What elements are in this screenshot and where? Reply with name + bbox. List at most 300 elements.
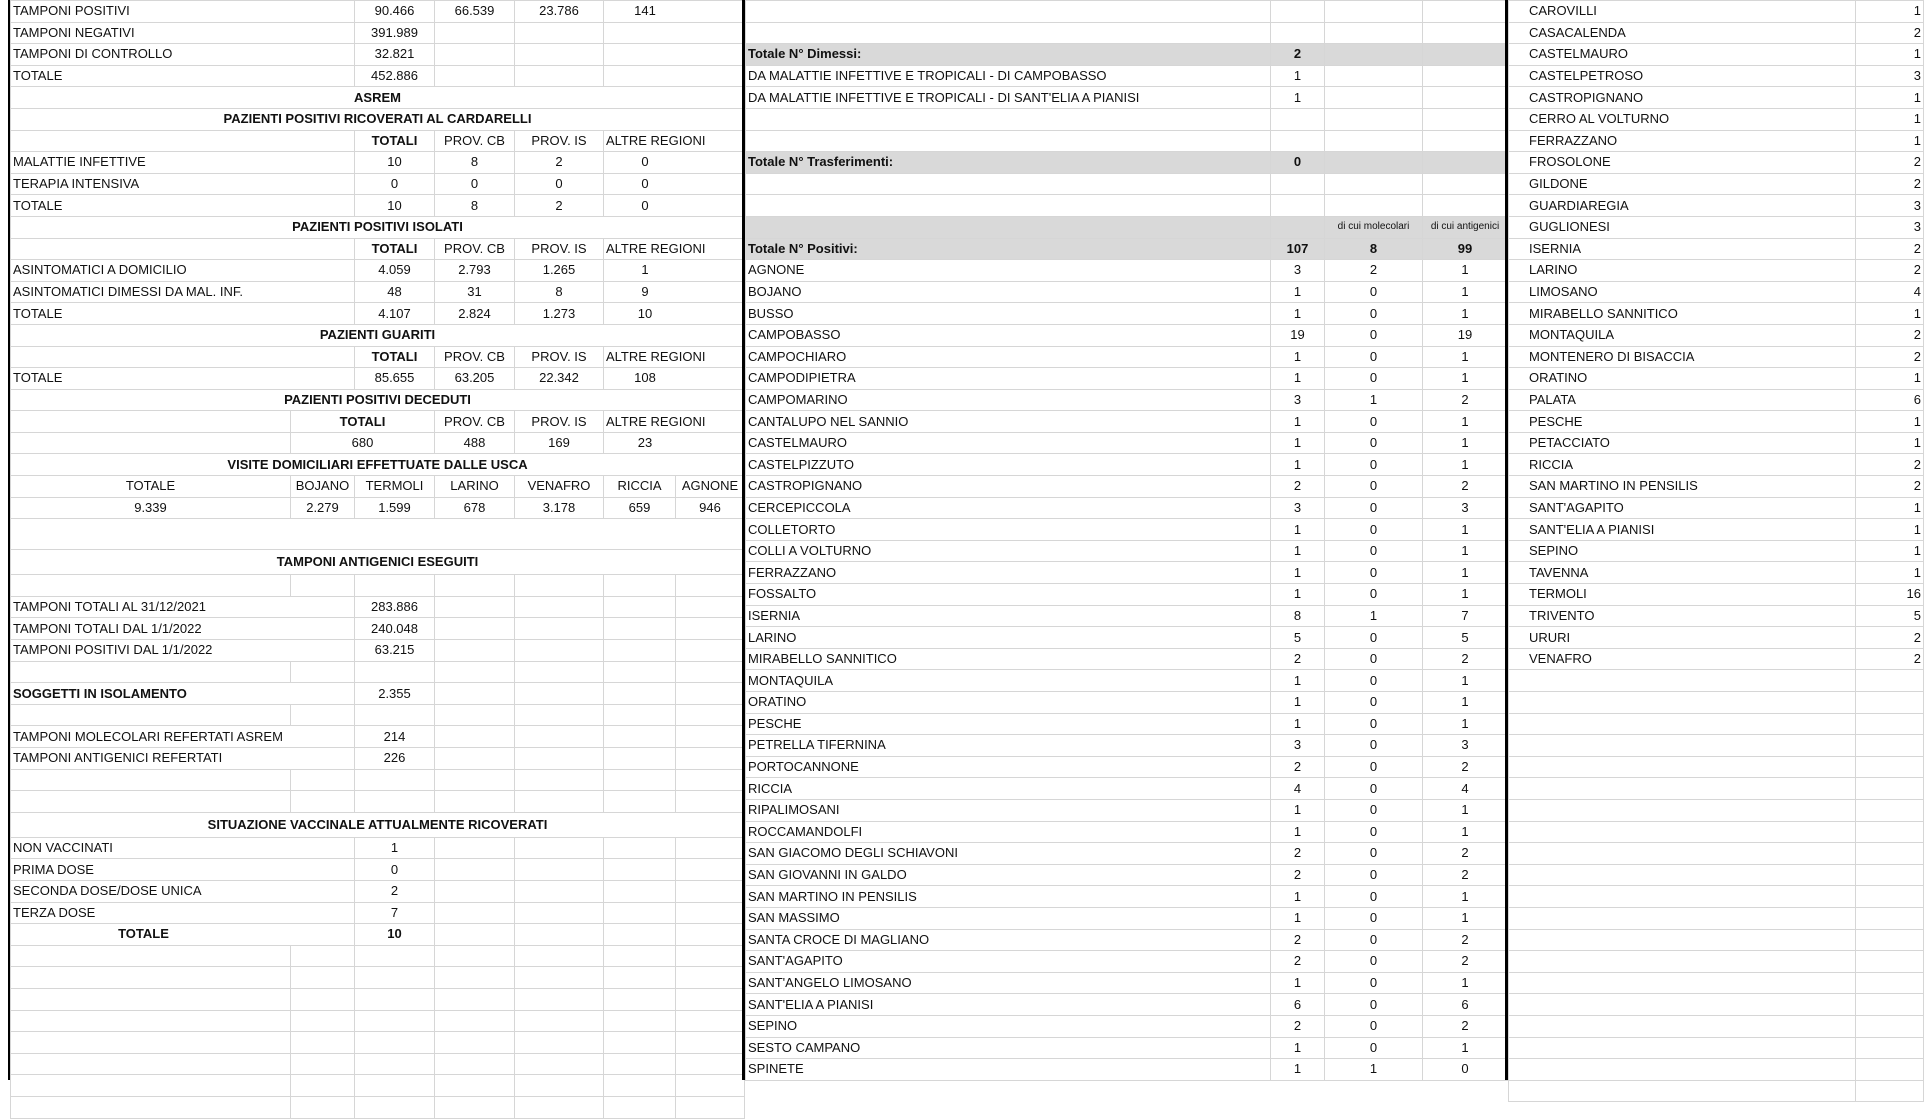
cell-value: 48 — [355, 281, 435, 303]
table-row — [1509, 627, 1924, 649]
cell-value: 488 — [435, 432, 515, 454]
comune-name: ORATINO — [746, 692, 1271, 714]
cell-value: 141 — [604, 1, 745, 23]
comune-value: 1 — [1856, 87, 1924, 109]
table-row — [11, 596, 745, 618]
empty-row — [11, 1053, 745, 1075]
table-row — [11, 837, 745, 859]
table-row — [746, 907, 1508, 929]
comune-molecolari: 0 — [1325, 886, 1423, 908]
row-label: NON VACCINATI — [11, 837, 355, 859]
header-prov-is: PROV. IS — [515, 130, 604, 152]
empty-row — [11, 1075, 745, 1097]
row-label: TOTALE — [11, 303, 355, 325]
empty-row — [1509, 735, 1924, 757]
empty-cell — [1509, 1037, 1856, 1059]
table-row — [1509, 260, 1924, 282]
empty-row — [11, 967, 745, 989]
comune-totale: 3 — [1271, 389, 1325, 411]
comune-name: MONTAQUILA — [746, 670, 1271, 692]
empty-row — [1509, 994, 1924, 1016]
comune-totale: 6 — [1271, 994, 1325, 1016]
table-row — [746, 324, 1508, 346]
empty-cell — [1509, 1080, 1856, 1102]
isolati-title: PAZIENTI POSITIVI ISOLATI — [11, 216, 745, 238]
comune-molecolari: 0 — [1325, 907, 1423, 929]
table-row — [746, 411, 1508, 433]
cell-value: 90.466 — [355, 1, 435, 23]
header-usca-termoli: TERMOLI — [355, 476, 435, 498]
comune-antigenici: 1 — [1423, 540, 1508, 562]
comune-totale: 1 — [1271, 799, 1325, 821]
table-row — [746, 519, 1508, 541]
comune-molecolari: 0 — [1325, 540, 1423, 562]
comune-value: 2 — [1856, 648, 1924, 670]
empty-row — [746, 22, 1508, 44]
empty-cell — [1509, 821, 1856, 843]
cell-value: 0 — [435, 173, 515, 195]
comune-value: 2 — [1856, 173, 1924, 195]
table-row — [746, 1015, 1508, 1037]
left-panel — [8, 0, 744, 1080]
header-usca-bojano: BOJANO — [291, 476, 355, 498]
empty-row — [1509, 864, 1924, 886]
comune-totale: 1 — [1271, 584, 1325, 606]
empty-cell — [1856, 864, 1924, 886]
comune-name: CANTALUPO NEL SANNIO — [746, 411, 1271, 433]
table-row — [746, 260, 1508, 282]
comune-name: GUGLIONESI — [1509, 216, 1856, 238]
table-row — [1509, 303, 1924, 325]
comune-value: 3 — [1856, 65, 1924, 87]
table-row — [746, 843, 1508, 865]
table-row — [1509, 432, 1924, 454]
header-altre-regioni: ALTRE REGIONI — [604, 411, 745, 433]
trasferimenti-label: Totale N° Trasferimenti: — [746, 152, 1271, 174]
comune-value: 1 — [1856, 540, 1924, 562]
comune-name: SANT'ANGELO LIMOSANO — [746, 972, 1271, 994]
row-label: SECONDA DOSE/DOSE UNICA — [11, 880, 355, 902]
empty-cell — [1509, 1059, 1856, 1081]
comune-totale: 1 — [1271, 821, 1325, 843]
section-title — [11, 389, 745, 411]
empty-cell — [1856, 1080, 1924, 1102]
cell-value: 240.048 — [355, 618, 435, 640]
comune-molecolari: 0 — [1325, 368, 1423, 390]
comune-totale: 1 — [1271, 562, 1325, 584]
comune-antigenici: 1 — [1423, 562, 1508, 584]
table-row — [11, 281, 745, 303]
table-row — [11, 859, 745, 881]
comune-molecolari: 0 — [1325, 799, 1423, 821]
comune-totale: 2 — [1271, 756, 1325, 778]
vaccinale-totale-label: TOTALE — [11, 924, 355, 946]
comune-antigenici: 2 — [1423, 648, 1508, 670]
comune-antigenici: 1 — [1423, 432, 1508, 454]
table-row — [11, 368, 745, 390]
comune-name: CASTELMAURO — [1509, 44, 1856, 66]
comune-value: 1 — [1856, 411, 1924, 433]
header-antigenici: di cui antigenici — [1423, 216, 1508, 238]
table-row — [11, 748, 745, 770]
section-title — [11, 87, 745, 109]
comune-value: 1 — [1856, 44, 1924, 66]
comune-antigenici: 1 — [1423, 1037, 1508, 1059]
comune-molecolari: 0 — [1325, 864, 1423, 886]
empty-row — [1509, 756, 1924, 778]
empty-cell — [1509, 670, 1856, 692]
comune-molecolari: 0 — [1325, 1015, 1423, 1037]
row-label: TAMPONI POSITIVI — [11, 1, 355, 23]
comune-totale: 1 — [1271, 454, 1325, 476]
comune-molecolari: 0 — [1325, 951, 1423, 973]
comune-name: PESCHE — [1509, 411, 1856, 433]
comune-name: FERRAZZANO — [746, 562, 1271, 584]
cell-value: 1.599 — [355, 497, 435, 519]
table-row — [746, 778, 1508, 800]
comune-antigenici: 1 — [1423, 886, 1508, 908]
empty-row — [11, 704, 745, 726]
comuni-positivi-table — [745, 0, 1508, 1081]
empty-cell — [1509, 778, 1856, 800]
table-row — [746, 692, 1508, 714]
header-molecolari: di cui molecolari — [1325, 216, 1423, 238]
comune-antigenici: 1 — [1423, 454, 1508, 476]
antigenici-title: TAMPONI ANTIGENICI ESEGUITI — [11, 550, 745, 575]
table-row — [1509, 324, 1924, 346]
row-label: TERZA DOSE — [11, 902, 355, 924]
empty-cell — [1509, 886, 1856, 908]
comune-name: SANT'AGAPITO — [746, 951, 1271, 973]
comune-antigenici: 2 — [1423, 1015, 1508, 1037]
comune-value: 2 — [1856, 260, 1924, 282]
comune-totale: 1 — [1271, 692, 1325, 714]
comune-name: VENAFRO — [1509, 648, 1856, 670]
comune-antigenici: 2 — [1423, 864, 1508, 886]
table-row — [1509, 108, 1924, 130]
cell-value: 0 — [604, 152, 745, 174]
comune-totale: 3 — [1271, 735, 1325, 757]
cell-value: 4.059 — [355, 260, 435, 282]
cell-value: 10 — [604, 303, 745, 325]
header-prov-is: PROV. IS — [515, 346, 604, 368]
empty-cell — [1856, 778, 1924, 800]
empty-row — [1509, 778, 1924, 800]
empty-cell — [1509, 735, 1856, 757]
table-row — [11, 152, 745, 174]
cell-value: 214 — [355, 726, 435, 748]
header-usca-venafro: VENAFRO — [515, 476, 604, 498]
right-panel — [1505, 0, 1923, 1080]
table-row — [746, 713, 1508, 735]
comune-name: PESCHE — [746, 713, 1271, 735]
section-title — [11, 108, 745, 130]
cell-value: 10 — [355, 152, 435, 174]
comune-name: LIMOSANO — [1509, 281, 1856, 303]
cell-value: 169 — [515, 432, 604, 454]
comune-molecolari: 0 — [1325, 972, 1423, 994]
row-label: TAMPONI TOTALI AL 31/12/2021 — [11, 596, 355, 618]
comune-name: PETRELLA TIFERNINA — [746, 735, 1271, 757]
empty-row — [11, 1096, 745, 1118]
comune-name: CAMPODIPIETRA — [746, 368, 1271, 390]
empty-row — [11, 575, 745, 597]
table-row — [1509, 238, 1924, 260]
comune-name: SAN GIACOMO DEGLI SCHIAVONI — [746, 843, 1271, 865]
table-row — [1509, 368, 1924, 390]
cell-value: 0 — [515, 173, 604, 195]
dimessi-label: Totale N° Dimessi: — [746, 44, 1271, 66]
comune-antigenici: 1 — [1423, 281, 1508, 303]
middle-panel — [742, 0, 1507, 1080]
comune-molecolari: 0 — [1325, 735, 1423, 757]
empty-row — [1509, 843, 1924, 865]
comune-name: ROCCAMANDOLFI — [746, 821, 1271, 843]
cell-value: 32.821 — [355, 44, 435, 66]
header-totali: TOTALI — [355, 130, 435, 152]
cell-value: 1 — [355, 837, 435, 859]
table-row — [1509, 497, 1924, 519]
header-row — [11, 238, 745, 260]
comune-value: 16 — [1856, 584, 1924, 606]
comune-name: SPINETE — [746, 1059, 1271, 1081]
comune-value: 1 — [1856, 497, 1924, 519]
asrem-table — [10, 0, 745, 1119]
header-totali: TOTALI — [291, 411, 435, 433]
cell-value: 0 — [355, 173, 435, 195]
empty-row — [1509, 1037, 1924, 1059]
comune-name: CASTROPIGNANO — [1509, 87, 1856, 109]
comune-totale: 1 — [1271, 432, 1325, 454]
comune-molecolari: 0 — [1325, 843, 1423, 865]
empty-cell — [1856, 821, 1924, 843]
empty-cell — [1509, 951, 1856, 973]
comune-value: 3 — [1856, 195, 1924, 217]
comune-name: CAMPOCHIARO — [746, 346, 1271, 368]
cell-value: 1 — [1271, 65, 1325, 87]
cell-value: 85.655 — [355, 368, 435, 390]
empty-row — [1509, 1015, 1924, 1037]
comune-totale: 2 — [1271, 951, 1325, 973]
row-label: ASINTOMATICI DIMESSI DA MAL. INF. — [11, 281, 355, 303]
table-row — [11, 683, 745, 705]
table-row — [746, 821, 1508, 843]
cell-value: 63.205 — [435, 368, 515, 390]
comune-antigenici: 1 — [1423, 670, 1508, 692]
header-usca-agnone: AGNONE — [676, 476, 745, 498]
comune-molecolari: 0 — [1325, 627, 1423, 649]
row-label: DA MALATTIE INFETTIVE E TROPICALI - DI SANT'ELIA A PIANISI — [746, 87, 1271, 109]
comune-antigenici: 2 — [1423, 843, 1508, 865]
comune-name: SANT'AGAPITO — [1509, 497, 1856, 519]
comune-antigenici: 1 — [1423, 692, 1508, 714]
cell-value: 391.989 — [355, 22, 435, 44]
positivi-antigenici: 99 — [1423, 238, 1508, 260]
cell-value: 226 — [355, 748, 435, 770]
comune-name: SAN MARTINO IN PENSILIS — [746, 886, 1271, 908]
comune-totale: 2 — [1271, 929, 1325, 951]
comune-name: CAMPOMARINO — [746, 389, 1271, 411]
comune-name: SANT'ELIA A PIANISI — [1509, 519, 1856, 541]
comune-antigenici: 1 — [1423, 799, 1508, 821]
cell-value: 659 — [604, 497, 676, 519]
comune-name: SAN GIOVANNI IN GALDO — [746, 864, 1271, 886]
comune-molecolari: 0 — [1325, 346, 1423, 368]
comune-name: CAROVILLI — [1509, 1, 1856, 23]
comune-antigenici: 2 — [1423, 929, 1508, 951]
comune-value: 1 — [1856, 562, 1924, 584]
table-row — [11, 195, 745, 217]
comune-antigenici: 1 — [1423, 260, 1508, 282]
comune-name: CASTELMAURO — [746, 432, 1271, 454]
cell-value: 0 — [355, 859, 435, 881]
header-row — [11, 476, 745, 498]
comune-totale: 1 — [1271, 1059, 1325, 1081]
cell-value: 9 — [604, 281, 745, 303]
positivi-molecolari: 8 — [1325, 238, 1423, 260]
comune-name: SANTA CROCE DI MAGLIANO — [746, 929, 1271, 951]
cell-value: 10 — [355, 195, 435, 217]
empty-row — [746, 1, 1508, 23]
empty-cell — [1509, 799, 1856, 821]
table-row — [746, 799, 1508, 821]
row-label: TOTALE — [11, 195, 355, 217]
table-row — [1509, 195, 1924, 217]
dimessi-row — [746, 44, 1508, 66]
dimessi-value: 2 — [1271, 44, 1325, 66]
comune-value: 6 — [1856, 389, 1924, 411]
table-row — [1509, 346, 1924, 368]
empty-row — [11, 1032, 745, 1054]
empty-cell — [1856, 994, 1924, 1016]
comune-antigenici: 0 — [1423, 1059, 1508, 1081]
comune-name: BUSSO — [746, 303, 1271, 325]
cell-value: 63.215 — [355, 640, 435, 662]
empty-row — [11, 1010, 745, 1032]
comune-value: 2 — [1856, 454, 1924, 476]
table-row — [746, 929, 1508, 951]
comune-antigenici: 3 — [1423, 497, 1508, 519]
empty-cell — [1856, 1037, 1924, 1059]
isolamento-value: 2.355 — [355, 683, 435, 705]
table-row — [1509, 540, 1924, 562]
empty-cell — [1509, 713, 1856, 735]
empty-cell — [1856, 886, 1924, 908]
header-prov-cb: PROV. CB — [435, 411, 515, 433]
comune-totale: 2 — [1271, 1015, 1325, 1037]
cell-value: 1.273 — [515, 303, 604, 325]
table-row — [746, 497, 1508, 519]
header-altre-regioni: ALTRE REGIONI — [604, 130, 745, 152]
row-label: TOTALE — [11, 65, 355, 87]
comune-name: MONTENERO DI BISACCIA — [1509, 346, 1856, 368]
row-label: ASINTOMATICI A DOMICILIO — [11, 260, 355, 282]
comune-totale: 3 — [1271, 497, 1325, 519]
empty-cell — [1509, 692, 1856, 714]
comune-molecolari: 0 — [1325, 411, 1423, 433]
table-row — [11, 303, 745, 325]
empty-cell — [1509, 929, 1856, 951]
cell-value: 1 — [604, 260, 745, 282]
empty-cell — [1856, 843, 1924, 865]
cell-value: 0 — [604, 173, 745, 195]
empty-row — [746, 108, 1508, 130]
row-label: TAMPONI DI CONTROLLO — [11, 44, 355, 66]
comune-name: MIRABELLO SANNITICO — [746, 648, 1271, 670]
comune-name: LARINO — [746, 627, 1271, 649]
comune-molecolari: 0 — [1325, 497, 1423, 519]
comune-molecolari: 0 — [1325, 562, 1423, 584]
comune-value: 4 — [1856, 281, 1924, 303]
empty-cell — [1509, 1015, 1856, 1037]
table-row — [746, 346, 1508, 368]
comune-name: CASACALENDA — [1509, 22, 1856, 44]
comune-totale: 1 — [1271, 281, 1325, 303]
comune-antigenici: 6 — [1423, 994, 1508, 1016]
isolamento-label: SOGGETTI IN ISOLAMENTO — [11, 683, 355, 705]
cell-value: 66.539 — [435, 1, 515, 23]
table-row — [1509, 605, 1924, 627]
comune-totale: 1 — [1271, 1037, 1325, 1059]
table-row — [746, 605, 1508, 627]
empty-cell — [1856, 735, 1924, 757]
empty-cell — [1509, 843, 1856, 865]
empty-row — [1509, 713, 1924, 735]
empty-row — [746, 130, 1508, 152]
cell-value: 108 — [604, 368, 745, 390]
row-label: TOTALE — [11, 368, 355, 390]
guariti-title: PAZIENTI GUARITI — [11, 324, 745, 346]
comune-totale: 1 — [1271, 540, 1325, 562]
comune-totale: 1 — [1271, 368, 1325, 390]
header-row — [746, 216, 1508, 238]
empty-row — [1509, 886, 1924, 908]
ricoverati-title: PAZIENTI POSITIVI RICOVERATI AL CARDARELLI — [11, 108, 745, 130]
table-row — [1509, 1, 1924, 23]
table-row — [1509, 648, 1924, 670]
comune-name: FERRAZZANO — [1509, 130, 1856, 152]
comune-antigenici: 2 — [1423, 951, 1508, 973]
comune-totale: 1 — [1271, 713, 1325, 735]
table-row — [1509, 281, 1924, 303]
cell-value: 680 — [291, 432, 435, 454]
cell-value: 22.342 — [515, 368, 604, 390]
comune-molecolari: 0 — [1325, 1037, 1423, 1059]
comune-value: 1 — [1856, 519, 1924, 541]
comune-molecolari: 0 — [1325, 756, 1423, 778]
cell-value: 452.886 — [355, 65, 435, 87]
table-row — [1509, 87, 1924, 109]
table-row — [746, 584, 1508, 606]
header-totali: TOTALI — [355, 346, 435, 368]
comune-value: 5 — [1856, 605, 1924, 627]
comune-name: PETACCIATO — [1509, 432, 1856, 454]
row-label: PRIMA DOSE — [11, 859, 355, 881]
comune-molecolari: 0 — [1325, 476, 1423, 498]
table-row — [11, 44, 745, 66]
table-row — [1509, 476, 1924, 498]
empty-cell — [1856, 692, 1924, 714]
empty-row — [1509, 692, 1924, 714]
table-row — [11, 924, 745, 946]
empty-row — [1509, 972, 1924, 994]
comune-molecolari: 0 — [1325, 584, 1423, 606]
table-row — [746, 864, 1508, 886]
table-row — [746, 389, 1508, 411]
comuni-right-table — [1508, 0, 1924, 1102]
empty-row — [11, 519, 745, 550]
table-row — [1509, 44, 1924, 66]
